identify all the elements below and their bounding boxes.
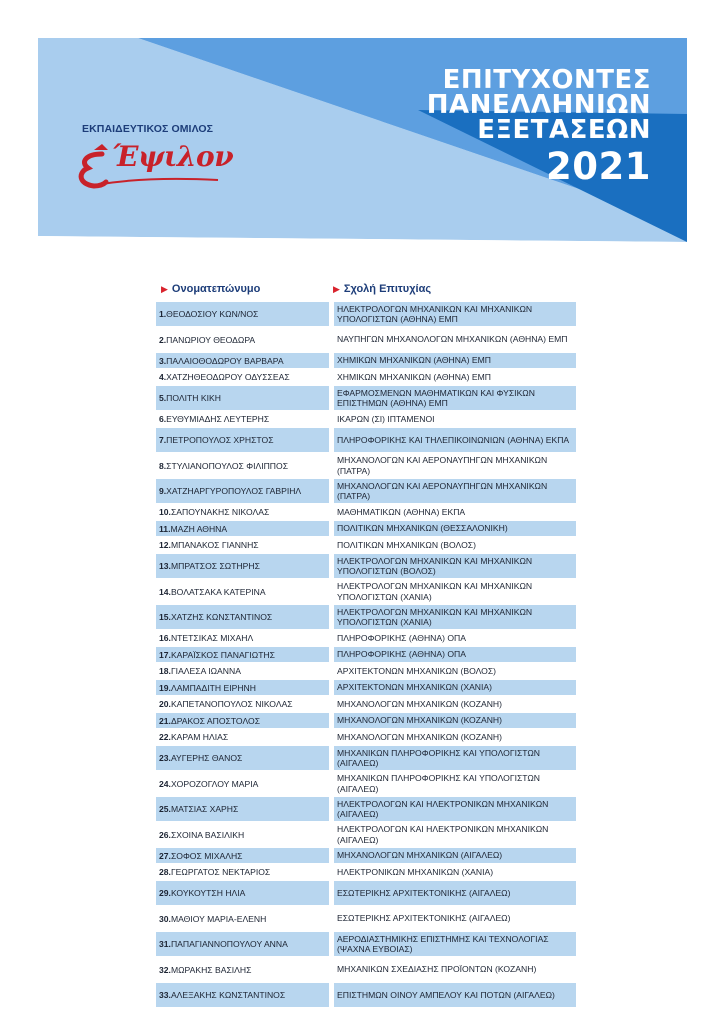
school-cell: ΠΛΗΡΟΦΟΡΙΚΗΣ (ΑΘΗΝΑ) ΟΠΑ <box>334 647 576 662</box>
student-name: ΠΑΝΩΡΙΟΥ ΘΕΟΔΩΡΑ <box>166 334 256 345</box>
table-row <box>156 386 576 410</box>
school-cell: ΜΗΧΑΝΟΛΟΓΩΝ ΚΑΙ ΑΕΡΟΝΑΥΠΗΓΩΝ ΜΗΧΑΝΙΚΩΝ (ΠΑΤΡΑ) <box>334 454 576 478</box>
table-row <box>156 454 576 478</box>
table-row <box>156 713 576 728</box>
school-cell: ΜΗΧΑΝΙΚΩΝ ΠΛΗΡΟΦΟΡΙΚΗΣ ΚΑΙ ΥΠΟΛΟΓΙΣΤΩΝ (ΑΙΓΑΛΕΩ) <box>334 746 576 770</box>
school-cell: ΜΗΧΑΝΟΛΟΓΩΝ ΜΗΧΑΝΙΚΩΝ (ΚΟΖΑΝΗ) <box>334 697 576 712</box>
table-row <box>156 680 576 695</box>
row-number: 12. <box>159 540 171 550</box>
student-name: ΠΑΛΑΙΟΘΟΔΩΡΟΥ ΒΑΡΒΑΡΑ <box>166 355 284 366</box>
student-name: ΜΑΘΙΟΥ ΜΑΡΙΑ-ΕΛΕΝΗ <box>170 913 267 924</box>
student-name-cell <box>156 983 329 1007</box>
student-name-cell <box>156 848 329 863</box>
table-row <box>156 823 576 847</box>
school-cell: ΕΣΩΤΕΡΙΚΗΣ ΑΡΧΙΤΕΚΤΟΝΙΚΗΣ (ΑΙΓΑΛΕΩ) <box>334 907 576 931</box>
school-cell: ΙΚΑΡΩΝ (ΣΙ) ΙΠΤΑΜΕΝΟΙ <box>334 412 576 427</box>
row-number: 11. <box>159 523 171 534</box>
table-row <box>156 772 576 796</box>
table-row <box>156 538 576 553</box>
table-row <box>156 412 576 427</box>
page-title <box>426 65 651 188</box>
student-name-cell <box>156 605 329 629</box>
school-cell: ΑΡΧΙΤΕΚΤΟΝΩΝ ΜΗΧΑΝΙΚΩΝ (ΧΑΝΙΑ) <box>334 680 576 695</box>
table-row <box>156 580 576 604</box>
row-number: 4. <box>159 372 167 382</box>
student-name-cell <box>156 554 329 578</box>
school-cell: ΕΠΙΣΤΗΜΩΝ ΟΙΝΟΥ ΑΜΠΕΛΟΥ ΚΑΙ ΠΟΤΩΝ (ΑΙΓΑΛΕΩ) <box>334 983 576 1007</box>
table-row <box>156 302 576 326</box>
student-name-cell <box>156 823 329 847</box>
school-cell: ΠΟΛΙΤΙΚΩΝ ΜΗΧΑΝΙΚΩΝ (ΘΕΣΣΑΛΟΝΙΚΗ) <box>334 521 576 536</box>
title-line-3: ΕΞΕΤΑΣΕΩΝ <box>477 115 651 145</box>
student-name: ΜΩΡΑΚΗΣ ΒΑΣΙΛΗΣ <box>170 964 252 975</box>
row-number: 15. <box>159 612 171 622</box>
student-name: ΚΑΡΑΪΣΚΟΣ ΠΑΝΑΓΙΩΤΗΣ <box>170 649 275 660</box>
table-row <box>156 353 576 368</box>
student-name-cell <box>156 697 329 712</box>
table-row <box>156 907 576 931</box>
school-cell: ΕΦΑΡΜΟΣΜΕΝΩΝ ΜΑΘΗΜΑΤΙΚΩΝ ΚΑΙ ΦΥΣΙΚΩΝ ΕΠΙΣΤΗΜΩΝ (ΑΘΗΝΑ) ΕΜΠ <box>334 386 576 410</box>
table-row <box>156 746 576 770</box>
row-number: 9. <box>159 486 167 496</box>
student-name-cell <box>156 647 329 662</box>
column-header-name <box>161 283 260 295</box>
table-row <box>156 797 576 821</box>
table-row <box>156 479 576 503</box>
school-cell: ΕΣΩΤΕΡΙΚΗΣ ΑΡΧΙΤΕΚΤΟΝΙΚΗΣ (ΑΙΓΑΛΕΩ) <box>334 881 576 905</box>
table-row <box>156 697 576 712</box>
row-number: 8. <box>159 460 167 471</box>
row-number: 7. <box>159 435 167 445</box>
row-number: 23. <box>159 753 171 763</box>
student-name-cell <box>156 664 329 679</box>
student-name: ΠΟΛΙΤΗ ΚΙΚΗ <box>166 393 221 403</box>
school-cell: ΠΟΛΙΤΙΚΩΝ ΜΗΧΑΝΙΚΩΝ (ΒΟΛΟΣ) <box>334 538 576 553</box>
triangle-bullet-icon: ▶ <box>161 284 168 294</box>
row-number: 16. <box>159 633 171 643</box>
row-number: 22. <box>159 732 171 742</box>
table-row <box>156 664 576 679</box>
school-cell: ΗΛΕΚΤΡΟΛΟΓΩΝ ΜΗΧΑΝΙΚΩΝ ΚΑΙ ΜΗΧΑΝΙΚΩΝ ΥΠΟΛΟΓΙΣΤΩΝ (ΧΑΝΙΑ) <box>334 580 576 604</box>
student-name: ΓΕΩΡΓΑΤΟΣ ΝΕΚΤΑΡΙΟΣ <box>170 867 271 877</box>
table-row <box>156 848 576 863</box>
student-name-cell <box>156 428 329 452</box>
school-cell: ΠΛΗΡΟΦΟΡΙΚΗΣ ΚΑΙ ΤΗΛΕΠΙΚΟΙΝΩΝΙΩΝ (ΑΘΗΝΑ) ΕΚΠΑ <box>334 428 576 452</box>
student-name: ΣΤΥΛΙΑΝΟΠΟΥΛΟΣ ΦΙΛΙΠΠΟΣ <box>166 460 289 471</box>
student-name: ΓΙΑΛΕΣΑ ΙΩΑΝΝΑ <box>170 666 241 676</box>
row-number: 19. <box>159 682 171 693</box>
school-cell: ΜΑΘΗΜΑΤΙΚΩΝ (ΑΘΗΝΑ) ΕΚΠΑ <box>334 505 576 520</box>
student-name: ΚΑΡΑΜ ΗΛΙΑΣ <box>170 732 229 742</box>
student-name: ΧΟΡΟΖΟΓΛΟΥ ΜΑΡΙΑ <box>170 778 259 789</box>
school-cell: ΜΗΧΑΝΟΛΟΓΩΝ ΜΗΧΑΝΙΚΩΝ (ΚΟΖΑΝΗ) <box>334 730 576 745</box>
title-line-1: ΕΠΙΤΥΧΟΝΤΕΣ <box>442 65 651 95</box>
school-cell: ΜΗΧΑΝΟΛΟΓΩΝ ΜΗΧΑΝΙΚΩΝ (ΚΟΖΑΝΗ) <box>334 713 576 728</box>
table-row <box>156 730 576 745</box>
school-cell: ΜΗΧΑΝΟΛΟΓΩΝ ΜΗΧΑΝΙΚΩΝ (ΑΙΓΑΛΕΩ) <box>334 848 576 863</box>
school-cell: ΑΡΧΙΤΕΚΤΟΝΩΝ ΜΗΧΑΝΙΚΩΝ (ΒΟΛΟΣ) <box>334 664 576 679</box>
student-name: ΧΑΤΖΗΣ ΚΩΝΣΤΑΝΤΙΝΟΣ <box>170 612 273 622</box>
school-cell: ΝΑΥΠΗΓΩΝ ΜΗΧΑΝΟΛΟΓΩΝ ΜΗΧΑΝΙΚΩΝ (ΑΘΗΝΑ) ΕΜΠ <box>334 328 576 352</box>
student-name: ΠΑΠΑΓΙΑΝΝΟΠΟΥΛΟΥ ΑΝΝΑ <box>170 939 288 949</box>
column-header-school-label: Σχολή Επιτυχίας <box>343 283 432 295</box>
student-name: ΘΕΟΔΟΣΙΟΥ ΚΩΝ/ΝΟΣ <box>166 309 259 319</box>
student-name-cell <box>156 454 329 478</box>
table-row <box>156 328 576 352</box>
row-number: 17. <box>159 649 171 660</box>
table-row <box>156 881 576 905</box>
school-cell: ΗΛΕΚΤΡΟΛΟΓΩΝ ΚΑΙ ΗΛΕΚΤΡΟΝΙΚΩΝ ΜΗΧΑΝΙΚΩΝ (ΑΙΓΑΛΕΩ) <box>334 797 576 821</box>
row-number: 14. <box>159 586 171 597</box>
column-header-name-label: Ονοματεπώνυμο <box>171 283 261 295</box>
row-number: 18. <box>159 666 171 676</box>
logo-wordmark: Έψιλον <box>112 140 234 173</box>
school-cell: ΗΛΕΚΤΡΟΝΙΚΩΝ ΜΗΧΑΝΙΚΩΝ (ΧΑΝΙΑ) <box>334 865 576 880</box>
row-number: 26. <box>159 829 171 840</box>
logo-underline-icon <box>100 176 220 186</box>
table-row <box>156 932 576 956</box>
table-row <box>156 505 576 520</box>
table-row <box>156 370 576 385</box>
row-number: 2. <box>159 334 167 345</box>
school-cell: ΗΛΕΚΤΡΟΛΟΓΩΝ ΜΗΧΑΝΙΚΩΝ ΚΑΙ ΜΗΧΑΝΙΚΩΝ ΥΠΟΛΟΓΙΣΤΩΝ (ΧΑΝΙΑ) <box>334 605 576 629</box>
row-number: 10. <box>159 507 171 517</box>
school-cell: ΗΛΕΚΤΡΟΛΟΓΩΝ ΚΑΙ ΗΛΕΚΤΡΟΝΙΚΩΝ ΜΗΧΑΝΙΚΩΝ (ΑΙΓΑΛΕΩ) <box>334 823 576 847</box>
school-cell: ΧΗΜΙΚΩΝ ΜΗΧΑΝΙΚΩΝ (ΑΘΗΝΑ) ΕΜΠ <box>334 370 576 385</box>
student-name-cell <box>156 932 329 956</box>
school-cell: ΗΛΕΚΤΡΟΛΟΓΩΝ ΜΗΧΑΝΙΚΩΝ ΚΑΙ ΜΗΧΑΝΙΚΩΝ ΥΠΟΛΟΓΙΣΤΩΝ (ΒΟΛΟΣ) <box>334 554 576 578</box>
student-name-cell <box>156 328 329 352</box>
results-table <box>156 302 576 1009</box>
table-row <box>156 647 576 662</box>
school-cell: ΧΗΜΙΚΩΝ ΜΗΧΑΝΙΚΩΝ (ΑΘΗΝΑ) ΕΜΠ <box>334 353 576 368</box>
school-cell: ΗΛΕΚΤΡΟΛΟΓΩΝ ΜΗΧΑΝΙΚΩΝ ΚΑΙ ΜΗΧΑΝΙΚΩΝ ΥΠΟΛΟΓΙΣΤΩΝ (ΑΘΗΝΑ) ΕΜΠ <box>334 302 576 326</box>
student-name-cell <box>156 521 329 536</box>
student-name: ΑΛΕΞΑΚΗΣ ΚΩΝΣΤΑΝΤΙΝΟΣ <box>170 990 286 1000</box>
student-name-cell <box>156 370 329 385</box>
row-number: 30. <box>159 913 171 924</box>
student-name: ΧΑΤΖΗΘΕΟΔΩΡΟΥ ΟΔΥΣΣΕΑΣ <box>166 372 290 382</box>
triangle-bullet-icon: ▶ <box>333 284 340 294</box>
student-name: ΣΟΦΟΣ ΜΙΧΑΛΗΣ <box>170 850 243 861</box>
student-name-cell <box>156 353 329 368</box>
student-name-cell <box>156 580 329 604</box>
title-line-2: ΠΑΝΕΛΛΗΝΙΩΝ <box>426 90 651 120</box>
student-name-cell <box>156 302 329 326</box>
student-name-cell <box>156 797 329 821</box>
student-name-cell <box>156 680 329 695</box>
row-number: 28. <box>159 867 171 877</box>
student-name-cell <box>156 881 329 905</box>
row-number: 31. <box>159 939 171 949</box>
student-name: ΧΑΤΖΗΑΡΓΥΡΟΠΟΥΛΟΣ ΓΑΒΡΙΗΛ <box>166 486 302 496</box>
row-number: 33. <box>159 990 171 1000</box>
student-name: ΑΥΓΕΡΗΣ ΘΑΝΟΣ <box>170 753 243 763</box>
row-number: 6. <box>159 414 167 424</box>
student-name-cell <box>156 538 329 553</box>
student-name: ΚΑΠΕΤΑΝΟΠΟΥΛΟΣ ΝΙΚΟΛΑΣ <box>170 699 293 709</box>
row-number: 27. <box>159 850 171 861</box>
student-name: ΕΥΘΥΜΙΑΔΗΣ ΛΕΥΤΕΡΗΣ <box>166 414 270 424</box>
row-number: 1. <box>159 309 167 319</box>
organization-label: ΕΚΠΑΙΔΕΥΤΙΚΟΣ ΟΜΙΛΟΣ <box>82 123 214 135</box>
title-year: 2021 <box>546 145 651 188</box>
student-name-cell <box>156 958 329 982</box>
table-row <box>156 631 576 646</box>
table-row <box>156 554 576 578</box>
student-name: ΜΑΖΗ ΑΘΗΝΑ <box>170 523 228 534</box>
student-name-cell <box>156 772 329 796</box>
student-name-cell <box>156 730 329 745</box>
student-name-cell <box>156 631 329 646</box>
row-number: 29. <box>159 888 171 898</box>
student-name: ΜΠΑΝΑΚΟΣ ΓΙΑΝΝΗΣ <box>170 540 259 550</box>
school-cell: ΜΗΧΑΝΟΛΟΓΩΝ ΚΑΙ ΑΕΡΟΝΑΥΠΗΓΩΝ ΜΗΧΑΝΙΚΩΝ (ΠΑΤΡΑ) <box>334 479 576 503</box>
student-name: ΚΟΥΚΟΥΤΣΗ ΗΛΙΑ <box>170 888 246 898</box>
school-cell: ΠΛΗΡΟΦΟΡΙΚΗΣ (ΑΘΗΝΑ) ΟΠΑ <box>334 631 576 646</box>
student-name: ΜΠΡΑΤΣΟΣ ΣΩΤΗΡΗΣ <box>170 561 260 571</box>
student-name-cell <box>156 505 329 520</box>
table-row <box>156 958 576 982</box>
student-name: ΠΕΤΡΟΠΟΥΛΟΣ ΧΡΗΣΤΟΣ <box>166 435 274 445</box>
student-name-cell <box>156 713 329 728</box>
student-name: ΣΧΟΙΝΑ ΒΑΣΙΛΙΚΗ <box>170 829 245 840</box>
school-cell: ΑΕΡΟΔΙΑΣΤΗΜΙΚΗΣ ΕΠΙΣΤΗΜΗΣ ΚΑΙ ΤΕΧΝΟΛΟΓΙΑΣ (ΨΑΧΝΑ ΕΥΒΟΙΑΣ) <box>334 932 576 956</box>
row-number: 24. <box>159 778 171 789</box>
student-name: ΒΟΛΑΤΣΑΚΑ ΚΑΤΕΡΙΝΑ <box>170 586 266 597</box>
student-name-cell <box>156 412 329 427</box>
table-row <box>156 865 576 880</box>
student-name-cell <box>156 386 329 410</box>
student-name-cell <box>156 865 329 880</box>
student-name: ΛΑΜΠΑΔΙΤΗ ΕΙΡΗΝΗ <box>170 682 256 693</box>
table-row <box>156 605 576 629</box>
row-number: 25. <box>159 804 171 814</box>
student-name: ΝΤΕΤΣΙΚΑΣ ΜΙΧΑΗΛ <box>170 633 254 643</box>
student-name: ΣΑΠΟΥΝΑΚΗΣ ΝΙΚΟΛΑΣ <box>170 507 270 517</box>
student-name-cell <box>156 907 329 931</box>
table-row <box>156 428 576 452</box>
student-name-cell <box>156 746 329 770</box>
column-header-school <box>333 283 431 295</box>
school-cell: ΜΗΧΑΝΙΚΩΝ ΠΛΗΡΟΦΟΡΙΚΗΣ ΚΑΙ ΥΠΟΛΟΓΙΣΤΩΝ (ΑΙΓΑΛΕΩ) <box>334 772 576 796</box>
row-number: 13. <box>159 561 171 571</box>
row-number: 32. <box>159 964 171 975</box>
school-cell: ΜΗΧΑΝΙΚΩΝ ΣΧΕΔΙΑΣΗΣ ΠΡΟΪΟΝΤΩΝ (ΚΟΖΑΝΗ) <box>334 958 576 982</box>
student-name: ΔΡΑΚΟΣ ΑΠΟΣΤΟΛΟΣ <box>170 715 261 726</box>
student-name: ΜΑΤΣΙΑΣ ΧΑΡΗΣ <box>170 804 239 814</box>
row-number: 20. <box>159 699 171 709</box>
student-name-cell <box>156 479 329 503</box>
row-number: 3. <box>159 355 167 366</box>
row-number: 21. <box>159 715 171 726</box>
table-row <box>156 521 576 536</box>
table-row <box>156 983 576 1007</box>
row-number: 5. <box>159 393 167 403</box>
